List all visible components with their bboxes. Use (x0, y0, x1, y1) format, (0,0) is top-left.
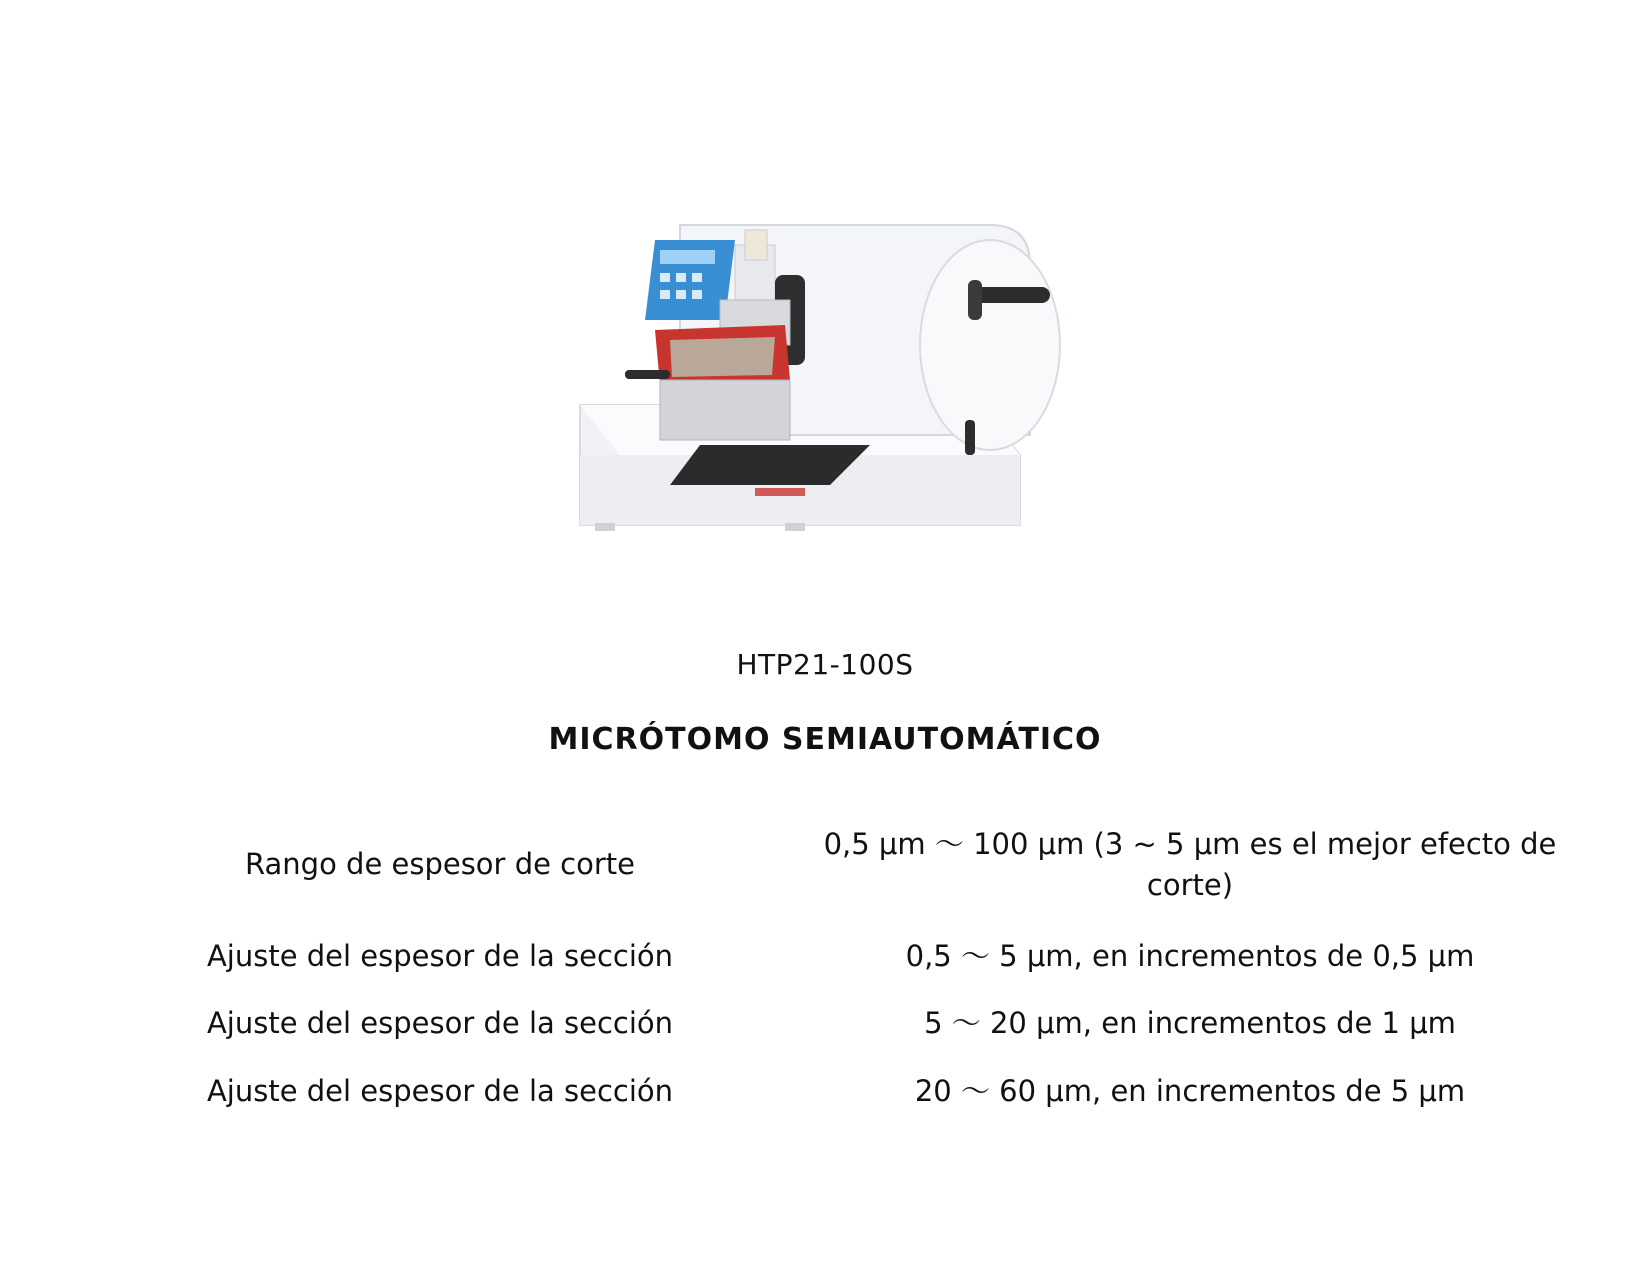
spec-label: Ajuste del espesor de la sección (206, 939, 674, 973)
spec-value: 0,5 μm ～ 100 μm (3 ~ 5 μm es el mejor efecto de corte) (823, 827, 1557, 902)
spec-label: Ajuste del espesor de la sección (206, 1006, 674, 1040)
spec-label: Rango de espesor de corte (245, 847, 635, 881)
product-model: HTP21-100S (736, 648, 914, 681)
microtome-image (560, 205, 1100, 565)
spec-value: 5 ～ 20 μm, en incrementos de 1 μm (924, 1006, 1456, 1040)
spec-value: 0,5 ～ 5 μm, en incrementos de 0,5 μm (905, 939, 1475, 973)
product-title: MICRÓTOMO SEMIAUTOMÁTICO (548, 722, 1102, 757)
spec-value: 20 ～ 60 μm, en incrementos de 5 μm (914, 1074, 1466, 1108)
spec-label: Ajuste del espesor de la sección (206, 1074, 674, 1108)
